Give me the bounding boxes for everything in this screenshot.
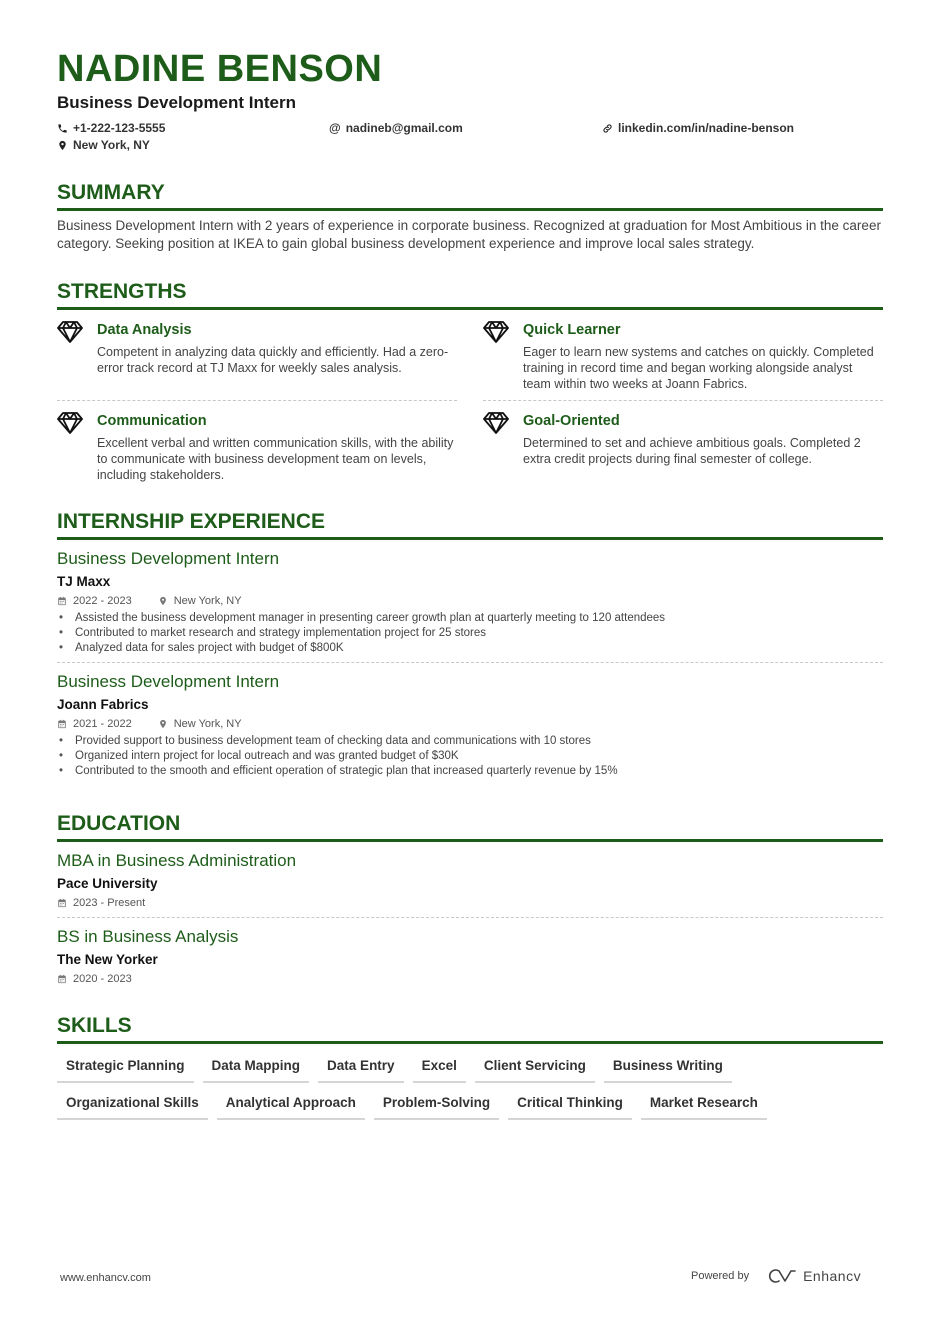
- location-pin-icon: [158, 719, 168, 729]
- job-meta: [57, 716, 883, 732]
- strengths-grid: [57, 318, 883, 491]
- education-dates: 2023 - Present: [73, 897, 146, 909]
- location-pin-icon: [57, 140, 68, 151]
- resume-page: [57, 46, 883, 1120]
- job-title: Business Development Intern: [57, 549, 280, 568]
- divider: [57, 917, 883, 918]
- list-item: • Assisted the business development manager in presenting career growth plan at quarterly meeting to 120 attendees: [57, 611, 883, 626]
- skill-tag: Problem-Solving: [374, 1094, 499, 1120]
- job-company: Joann Fabrics: [57, 697, 149, 712]
- education-school: Pace University: [57, 876, 158, 891]
- education-entry: [57, 926, 883, 987]
- job-title: Business Development Intern: [57, 672, 280, 691]
- job-bullets: [57, 734, 883, 779]
- strength-description: Eager to learn new systems and catches on quickly. Completed training in record time and began working alongside analyst team within two weeks at Joann Fabrics.: [523, 345, 874, 391]
- strength-description: Determined to set and achieve ambitious goals. Completed 2 extra credit projects during final semester of college.: [523, 436, 861, 466]
- education-degree: MBA in Business Administration: [57, 851, 297, 870]
- contact-info: [57, 116, 883, 156]
- skill-tag: Analytical Approach: [217, 1094, 365, 1120]
- candidate-name: NADINE BENSON: [57, 48, 383, 90]
- strength-title: Data Analysis: [97, 322, 192, 338]
- strength-title: Goal-Oriented: [523, 413, 620, 429]
- strength-item: [57, 318, 457, 401]
- experience-title: INTERNSHIP EXPERIENCE: [57, 509, 883, 540]
- skill-tag: Client Servicing: [475, 1057, 595, 1083]
- email-text: nadineb@gmail.com: [345, 121, 463, 135]
- job-entry: [57, 548, 883, 656]
- skill-tag: Excel: [413, 1057, 466, 1083]
- contact-linkedin[interactable]: [602, 120, 794, 136]
- strength-description: Excellent verbal and written communication skills, with the ability to communicate with business development team on levels, including stakeholders.: [97, 436, 454, 482]
- education-degree: BS in Business Analysis: [57, 927, 239, 946]
- skill-tag: Data Mapping: [203, 1057, 310, 1083]
- diamond-icon: [483, 411, 511, 483]
- calendar-icon: [57, 719, 67, 729]
- list-item: • Contributed to the smooth and efficient operation of strategic plan that increased quarterly revenue by 15%: [57, 764, 883, 779]
- strength-item: [483, 409, 883, 491]
- education-dates: 2020 - 2023: [73, 973, 132, 985]
- divider: [57, 662, 883, 663]
- location-text: New York, NY: [73, 138, 150, 152]
- contact-phone[interactable]: [57, 120, 165, 136]
- skill-tag: Data Entry: [318, 1057, 404, 1083]
- phone-text: +1-222-123-5555: [73, 121, 166, 135]
- strength-item: [57, 409, 457, 491]
- job-entry: [57, 671, 883, 779]
- calendar-icon: [57, 596, 67, 606]
- strengths-section: [57, 279, 883, 491]
- diamond-icon: [483, 320, 511, 392]
- skills-list: [57, 1057, 883, 1120]
- footer-website[interactable]: www.enhancv.com: [60, 1272, 151, 1284]
- education-entry: [57, 850, 883, 911]
- contact-email[interactable]: [329, 120, 463, 136]
- education-meta: [57, 895, 883, 911]
- education-meta: [57, 971, 883, 987]
- diamond-icon: [57, 320, 85, 392]
- location-pin-icon: [158, 596, 168, 606]
- skill-tag: Critical Thinking: [508, 1094, 632, 1120]
- enhancv-logo[interactable]: [767, 1268, 861, 1284]
- list-item: • Provided support to business development team of checking data and communications with 10 stores: [57, 734, 883, 749]
- calendar-icon: [57, 974, 67, 984]
- skills-section: [57, 1013, 883, 1120]
- strength-title: Communication: [97, 413, 207, 429]
- strengths-title: STRENGTHS: [57, 279, 883, 310]
- job-dates: 2021 - 2022: [73, 718, 132, 730]
- contact-location: [57, 137, 150, 153]
- education-title: EDUCATION: [57, 811, 883, 842]
- brand-text: Enhancv: [803, 1268, 862, 1284]
- skills-title: SKILLS: [57, 1013, 883, 1044]
- diamond-icon: [57, 411, 85, 483]
- summary-section: [57, 180, 883, 253]
- list-item: • Analyzed data for sales project with budget of $800K: [57, 641, 883, 656]
- list-item: • Contributed to market research and strategy implementation project for 25 stores: [57, 626, 883, 641]
- summary-text: Business Development Intern with 2 years of experience in corporate business. Recognized at graduation for Most Ambitious in the career category. Seeking position at IKEA to gain global business development experience and improve local sales strategy.: [57, 218, 881, 251]
- education-school: The New Yorker: [57, 952, 158, 967]
- experience-section: [57, 509, 883, 779]
- skill-tag: Business Writing: [604, 1057, 732, 1083]
- strength-title: Quick Learner: [523, 322, 621, 338]
- education-section: [57, 811, 883, 987]
- powered-by-text: Powered by: [691, 1270, 750, 1282]
- footer-branding: [691, 1268, 861, 1284]
- job-dates: 2022 - 2023: [73, 595, 132, 607]
- link-icon: [602, 123, 613, 134]
- job-location: New York, NY: [173, 718, 242, 730]
- phone-icon: [57, 123, 68, 134]
- job-location: New York, NY: [173, 595, 242, 607]
- strength-item: [483, 318, 883, 401]
- summary-title: SUMMARY: [57, 180, 883, 211]
- enhancv-logo-icon: [767, 1268, 797, 1284]
- strength-description: Competent in analyzing data quickly and efficiently. Had a zero-error track record at TJ Maxx for weekly sales analysis.: [97, 345, 449, 375]
- skill-tag: Market Research: [641, 1094, 767, 1120]
- job-bullets: [57, 611, 883, 656]
- candidate-role: Business Development Intern: [57, 93, 297, 112]
- job-company: TJ Maxx: [57, 574, 111, 589]
- skill-tag: Organizational Skills: [57, 1094, 208, 1120]
- list-item: • Organized intern project for local outreach and was granted budget of $30K: [57, 749, 883, 764]
- job-meta: [57, 593, 883, 609]
- linkedin-text: linkedin.com/in/nadine-benson: [618, 121, 795, 135]
- at-icon: @: [329, 121, 341, 135]
- calendar-icon: [57, 898, 67, 908]
- skill-tag: Strategic Planning: [57, 1057, 194, 1083]
